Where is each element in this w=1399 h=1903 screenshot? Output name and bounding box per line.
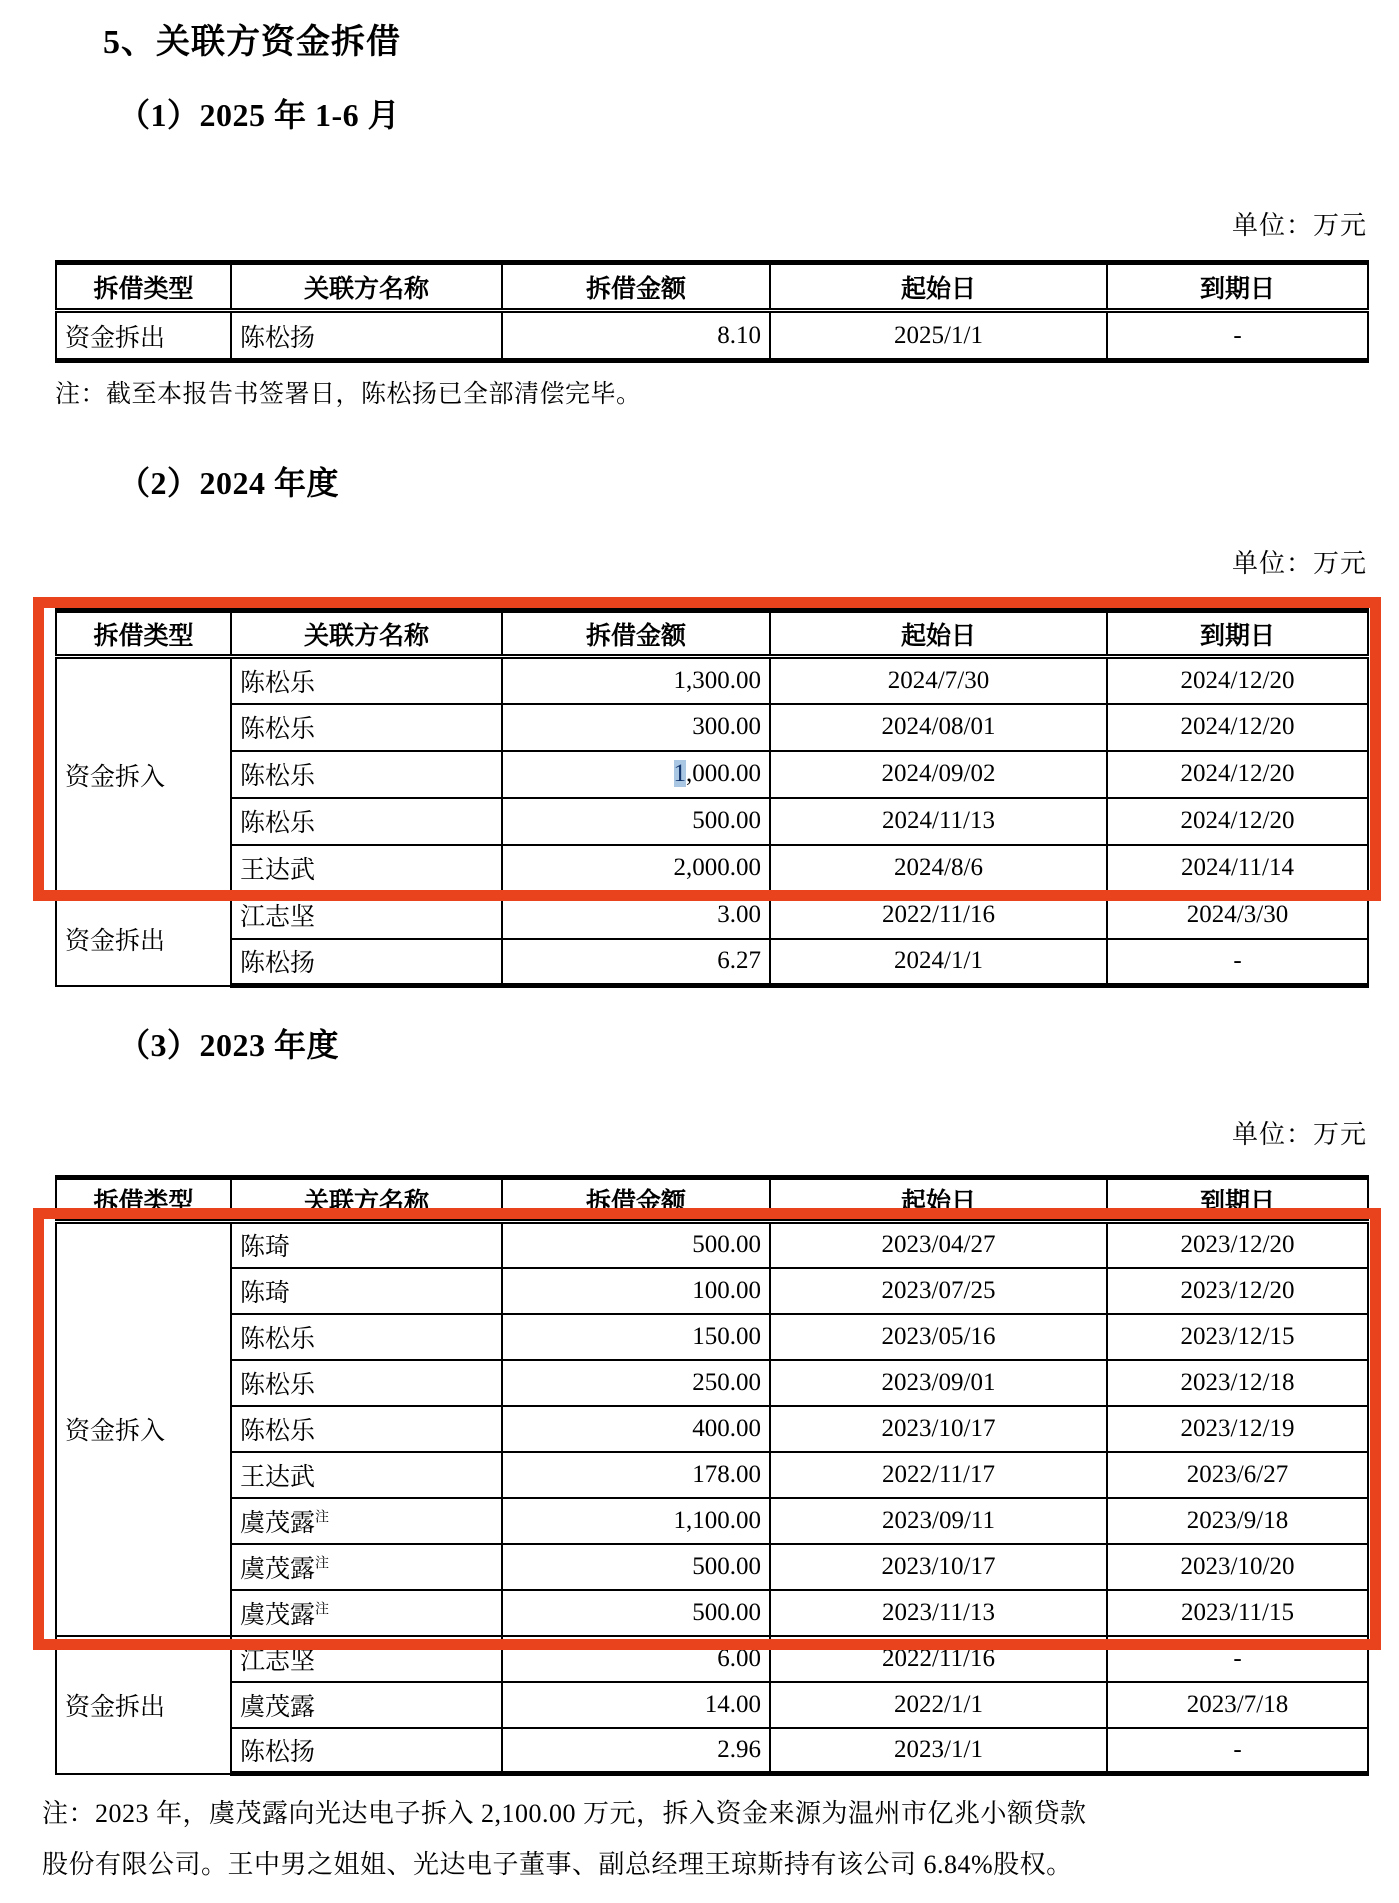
borrow-amount-cell: 1,300.00 bbox=[502, 657, 770, 704]
borrow-amount-cell: 250.00 bbox=[502, 1360, 770, 1406]
related-party-name-cell: 陈松乐 bbox=[231, 657, 502, 704]
borrow-amount-cell: 8.10 bbox=[502, 311, 770, 361]
column-header: 拆借类型 bbox=[56, 611, 231, 657]
due-date-cell: 2023/12/15 bbox=[1107, 1314, 1368, 1360]
related-party-name-cell: 虞茂露$^注$ bbox=[231, 1498, 502, 1544]
table-row bbox=[56, 939, 1368, 986]
table-row bbox=[56, 1544, 1368, 1590]
due-date-cell: - bbox=[1107, 1728, 1368, 1774]
table-row bbox=[56, 311, 1368, 361]
due-date-cell: 2024/12/20 bbox=[1107, 657, 1368, 704]
start-date-cell: 2022/11/16 bbox=[770, 892, 1107, 939]
due-date-cell: 2023/7/18 bbox=[1107, 1682, 1368, 1728]
due-date-cell: - bbox=[1107, 939, 1368, 986]
related-party-name-cell: 虞茂露$^注$ bbox=[231, 1590, 502, 1636]
due-date-cell: 2024/12/20 bbox=[1107, 751, 1368, 798]
borrow-amount-cell: 150.00 bbox=[502, 1314, 770, 1360]
related-party-name-cell: 陈松乐 bbox=[231, 751, 502, 798]
start-date-cell: 2024/7/30 bbox=[770, 657, 1107, 704]
column-header: 到期日 bbox=[1107, 1178, 1368, 1222]
column-header: 拆借金额 bbox=[502, 263, 770, 311]
table-row bbox=[56, 1314, 1368, 1360]
start-date-cell: 2022/1/1 bbox=[770, 1682, 1107, 1728]
borrow-amount-cell: 500.00 bbox=[502, 798, 770, 845]
unit-label: 单位：万元 bbox=[1231, 549, 1367, 578]
start-date-cell: 2023/11/13 bbox=[770, 1590, 1107, 1636]
footnote-line: 股份有限公司。王中男之姐姐、光达电子董事、副总经理王琼斯持有该公司 6.84%股权。 bbox=[42, 1850, 1073, 1879]
table-row bbox=[56, 1268, 1368, 1314]
related-party-name-cell: 陈松乐 bbox=[231, 704, 502, 751]
borrow-table-2025 bbox=[55, 260, 1369, 363]
related-party-name-cell: 王达武 bbox=[231, 845, 502, 892]
column-header: 拆借类型 bbox=[56, 263, 231, 311]
start-date-cell: 2023/09/11 bbox=[770, 1498, 1107, 1544]
due-date-cell: 2023/9/18 bbox=[1107, 1498, 1368, 1544]
start-date-cell: 2023/05/16 bbox=[770, 1314, 1107, 1360]
borrow-amount-cell: 14.00 bbox=[502, 1682, 770, 1728]
start-date-cell: 2023/10/17 bbox=[770, 1544, 1107, 1590]
column-header: 拆借金额 bbox=[502, 611, 770, 657]
selected-text: 1 bbox=[673, 760, 686, 787]
borrow-amount-cell: 100.00 bbox=[502, 1268, 770, 1314]
section-heading-2025: （1）2025 年 1-6 月 bbox=[118, 97, 401, 133]
start-date-cell: 2022/11/16 bbox=[770, 1636, 1107, 1682]
borrow-amount-cell: 1,100.00 bbox=[502, 1498, 770, 1544]
due-date-cell: 2024/11/14 bbox=[1107, 845, 1368, 892]
table-row bbox=[56, 1636, 1368, 1682]
related-party-name-cell: 陈松乐 bbox=[231, 798, 502, 845]
related-party-name-cell: 江志坚 bbox=[231, 1636, 502, 1682]
related-party-name-cell: 江志坚 bbox=[231, 892, 502, 939]
borrow-type-cell: 资金拆出 bbox=[56, 311, 231, 361]
borrow-type-cell: 资金拆出 bbox=[56, 1636, 231, 1774]
start-date-cell: 2024/1/1 bbox=[770, 939, 1107, 986]
column-header: 关联方名称 bbox=[231, 611, 502, 657]
column-header: 到期日 bbox=[1107, 263, 1368, 311]
table-row bbox=[56, 1682, 1368, 1728]
borrow-amount-cell: 500.00 bbox=[502, 1590, 770, 1636]
table-row bbox=[56, 845, 1368, 892]
start-date-cell: 2023/10/17 bbox=[770, 1406, 1107, 1452]
start-date-cell: 2024/8/6 bbox=[770, 845, 1107, 892]
related-party-name-cell: 虞茂露$^注$ bbox=[231, 1544, 502, 1590]
due-date-cell: 2023/12/19 bbox=[1107, 1406, 1368, 1452]
borrow-amount-cell: 6.00 bbox=[502, 1636, 770, 1682]
page-title: 5、关联方资金拆借 bbox=[103, 24, 401, 61]
column-header: 到期日 bbox=[1107, 611, 1368, 657]
borrow-amount-cell: 6.27 bbox=[502, 939, 770, 986]
table-header-row bbox=[56, 611, 1368, 657]
unit-label: 单位：万元 bbox=[1231, 211, 1367, 240]
borrow-amount-cell: 300.00 bbox=[502, 704, 770, 751]
column-header: 拆借金额 bbox=[502, 1178, 770, 1222]
table-row bbox=[56, 892, 1368, 939]
related-party-name-cell: 虞茂露 bbox=[231, 1682, 502, 1728]
borrow-amount-cell: 2.96 bbox=[502, 1728, 770, 1774]
table-row bbox=[56, 1498, 1368, 1544]
footnote-line: 注：2023 年，虞茂露向光达电子拆入 2,100.00 万元，拆入资金来源为温州市亿兆小额贷款 bbox=[42, 1799, 1087, 1828]
start-date-cell: 2023/1/1 bbox=[770, 1728, 1107, 1774]
related-party-name-cell: 陈琦 bbox=[231, 1222, 502, 1268]
due-date-cell: - bbox=[1107, 1636, 1368, 1682]
due-date-cell: 2023/12/18 bbox=[1107, 1360, 1368, 1406]
section-heading-2023: （3）2023 年度 bbox=[118, 1027, 340, 1063]
related-party-name-cell: 陈松乐 bbox=[231, 1360, 502, 1406]
due-date-cell: 2023/11/15 bbox=[1107, 1590, 1368, 1636]
column-header: 起始日 bbox=[770, 1178, 1107, 1222]
table-header-row bbox=[56, 263, 1368, 311]
borrow-type-cell: 资金拆入 bbox=[56, 1222, 231, 1636]
due-date-cell: 2024/12/20 bbox=[1107, 704, 1368, 751]
related-party-name-cell: 陈松扬 bbox=[231, 1728, 502, 1774]
start-date-cell: 2025/1/1 bbox=[770, 311, 1107, 361]
page-footnote bbox=[42, 1788, 1392, 1890]
column-header: 拆借类型 bbox=[56, 1178, 231, 1222]
start-date-cell: 2024/08/01 bbox=[770, 704, 1107, 751]
table-row bbox=[56, 1360, 1368, 1406]
column-header: 关联方名称 bbox=[231, 1178, 502, 1222]
table-row bbox=[56, 1452, 1368, 1498]
borrow-table-2024 bbox=[55, 608, 1369, 988]
borrow-amount-cell: 500.00 bbox=[502, 1544, 770, 1590]
due-date-cell: 2023/12/20 bbox=[1107, 1268, 1368, 1314]
due-date-cell: - bbox=[1107, 311, 1368, 361]
borrow-amount-cell: 3.00 bbox=[502, 892, 770, 939]
footnote-marker: 注 bbox=[315, 1510, 330, 1526]
table-row bbox=[56, 657, 1368, 704]
related-party-name-cell: 陈松扬 bbox=[231, 311, 502, 361]
borrow-amount-cell: 2,000.00 bbox=[502, 845, 770, 892]
table-row bbox=[56, 1222, 1368, 1268]
column-header: 起始日 bbox=[770, 611, 1107, 657]
column-header: 关联方名称 bbox=[231, 263, 502, 311]
table-row bbox=[56, 1590, 1368, 1636]
borrow-amount-cell: 500.00 bbox=[502, 1222, 770, 1268]
due-date-cell: 2023/10/20 bbox=[1107, 1544, 1368, 1590]
start-date-cell: 2022/11/17 bbox=[770, 1452, 1107, 1498]
borrow-type-cell: 资金拆入 bbox=[56, 657, 231, 892]
start-date-cell: 2024/11/13 bbox=[770, 798, 1107, 845]
footnote-marker: 注 bbox=[315, 1556, 330, 1572]
start-date-cell: 2023/04/27 bbox=[770, 1222, 1107, 1268]
due-date-cell: 2023/12/20 bbox=[1107, 1222, 1368, 1268]
borrow-amount-cell: 400.00 bbox=[502, 1406, 770, 1452]
borrow-amount-cell: 1,000.00 bbox=[502, 751, 770, 798]
start-date-cell: 2024/09/02 bbox=[770, 751, 1107, 798]
column-header: 起始日 bbox=[770, 263, 1107, 311]
related-party-name-cell: 王达武 bbox=[231, 1452, 502, 1498]
borrow-table-2023 bbox=[55, 1175, 1369, 1776]
borrow-amount-cell: 178.00 bbox=[502, 1452, 770, 1498]
table-row bbox=[56, 704, 1368, 751]
table-header-row bbox=[56, 1178, 1368, 1222]
table-row bbox=[56, 1406, 1368, 1452]
section-heading-2024: （2）2024 年度 bbox=[118, 465, 340, 501]
related-party-name-cell: 陈松乐 bbox=[231, 1314, 502, 1360]
due-date-cell: 2024/3/30 bbox=[1107, 892, 1368, 939]
borrow-type-cell: 资金拆出 bbox=[56, 892, 231, 986]
related-party-name-cell: 陈琦 bbox=[231, 1268, 502, 1314]
start-date-cell: 2023/07/25 bbox=[770, 1268, 1107, 1314]
due-date-cell: 2024/12/20 bbox=[1107, 798, 1368, 845]
table-row bbox=[56, 798, 1368, 845]
table-row bbox=[56, 1728, 1368, 1774]
footnote-marker: 注 bbox=[315, 1602, 330, 1618]
related-party-name-cell: 陈松扬 bbox=[231, 939, 502, 986]
table-row bbox=[56, 751, 1368, 798]
start-date-cell: 2023/09/01 bbox=[770, 1360, 1107, 1406]
related-party-name-cell: 陈松乐 bbox=[231, 1406, 502, 1452]
due-date-cell: 2023/6/27 bbox=[1107, 1452, 1368, 1498]
unit-label: 单位：万元 bbox=[1231, 1120, 1367, 1149]
table-note-2025: 注：截至本报告书签署日，陈松扬已全部清偿完毕。 bbox=[55, 381, 642, 408]
